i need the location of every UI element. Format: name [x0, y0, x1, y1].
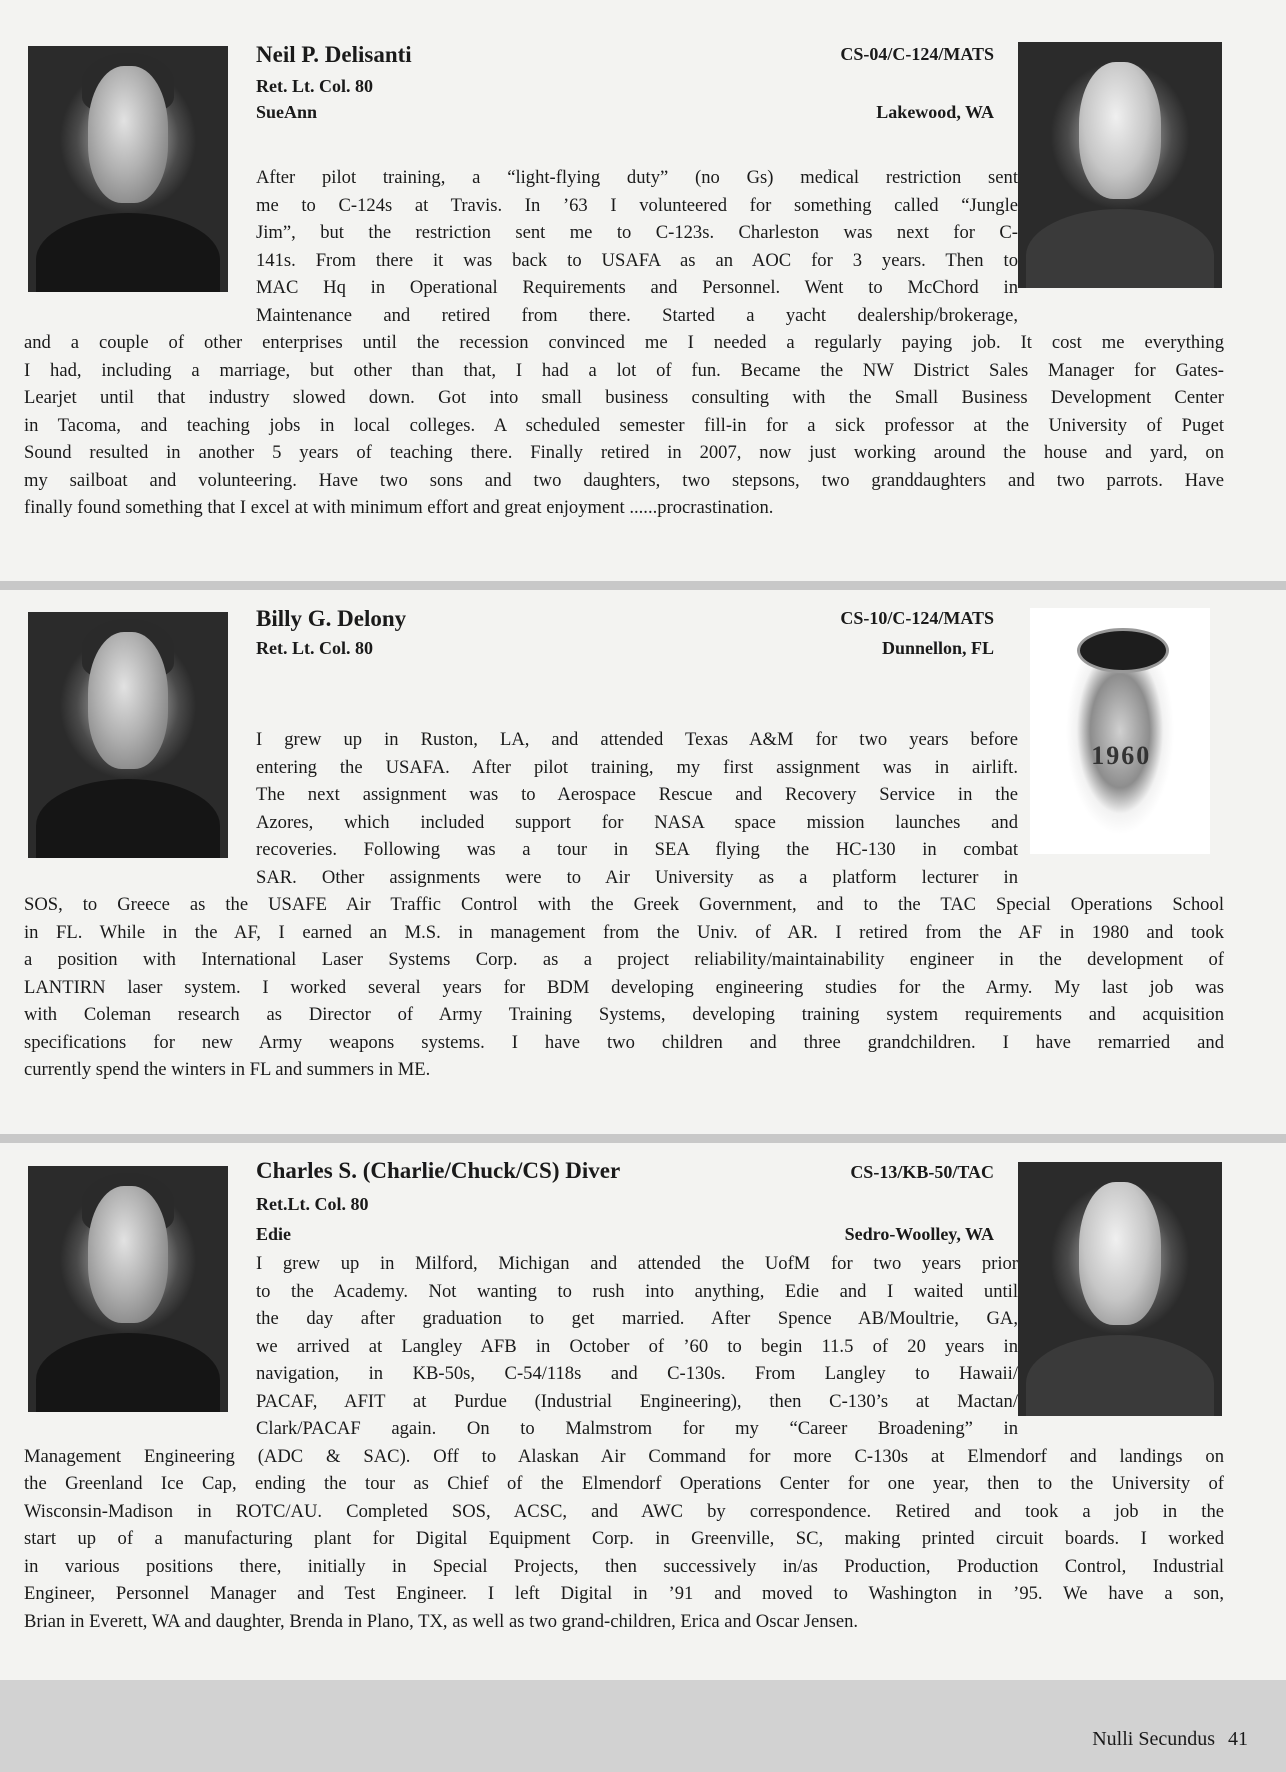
entry-delony: [0, 596, 1286, 1136]
entry-name: Neil P. Delisanti: [256, 42, 412, 67]
entry-squadron: CS-13/KB-50/TAC: [850, 1162, 994, 1182]
page-number: 41: [1228, 1728, 1248, 1750]
bio-text: After pilot training, a “light-flying duty” (no Gs) medical restriction sent me to C-124s at Travis. In ’63 I volunteered for something called “Jungle Jim”, but the restriction sent me to C-123s. Charleston was next for C- 141s. From there it was back to USAFA as an AOC for 3 years. Then to MAC Hq in Operational Requirements and Personnel. Went to McChord in Maintenance and retired from there. Started a yacht dealership/brokerage, and a couple of other enterprises until the recession convinced me I needed a regularly paying job. It cost me everything I had, including a marriage, but other than that, I had a lot of fun. Became the NW District Sales Manager for Gates- Learjet until that industry slowed down. Got into small business consulting with the Small Business Development Center in Tacoma, and teaching jobs in local colleges. A scheduled semester fill-in for a sick professor at the University of Puget Sound resulted in another 5 years of teaching there. Finally retired in 2007, now just working around the house and yard, on my sailboat and volunteering. Have two sons and two daughters, two stepsons, two granddaughters and two parrots. Have finally found something that I excel at with minimum effort and great enjoyment ......procrastination.: [24, 167, 1224, 518]
entry-spouse: SueAnn: [256, 102, 318, 122]
ring-year: 1960: [1091, 740, 1152, 770]
page-footer: [1092, 1728, 1248, 1751]
section-divider: [0, 1134, 1286, 1143]
entry-rank: Ret.Lt. Col. 80: [256, 1194, 369, 1214]
bio-text: I grew up in Milford, Michigan and attended the UofM for two years prior to the Academy. Not wanting to rush into anything, Edie and I waited until the day after graduation to get married. After Spence AB/Moultrie, GA, we arrived at Langley AFB in October of ’60 to begin 11.5 of 20 years in navigation, in KB-50s, C-54/118s and C-130s. From Langley to Hawaii/ PACAF, AFIT at Purdue (Industrial Engineering), then C-130’s at Mactan/ Clark/PACAF again. On to Malmstrom for my “Career Broadening” in Management Engineering (ADC & SAC). Off to Alaskan Air Command for more C-130s at Elmendorf and landings on the Greenland Ice Cap, ending the tour as Chief of the Elmendorf Operations Center for one year, then to the University of Wisconsin-Madison in ROTC/AU. Completed SOS, ACSC, and AWC by correspondence. Retired and took a job in the start up of a manufacturing plant for Digital Equipment Corp. in Greenville, SC, making printed circuit boards. I worked in various positions there, initially in Special Projects, then successively in/as Production, Production Control, Industrial Engineer, Personnel Manager and Test Engineer. I left Digital in ’91 and moved to Washington in ’95. We have a son, Brian in Everett, WA and daughter, Brenda in Plano, TX, as well as two grand-children, Erica and Oscar Jensen.: [24, 1253, 1224, 1632]
entry-name: Charles S. (Charlie/Chuck/CS) Diver: [256, 1158, 621, 1183]
entry-delisanti: [0, 30, 1286, 570]
entry-rank: Ret. Lt. Col. 80: [256, 76, 373, 96]
entry-location: Sedro-Woolley, WA: [844, 1224, 994, 1244]
footer-band: [0, 1680, 1286, 1772]
entry-location: Lakewood, WA: [876, 102, 994, 122]
entry-name: Billy G. Delony: [256, 606, 407, 631]
entry-diver: [0, 1150, 1286, 1650]
entry-rank: Ret. Lt. Col. 80: [256, 638, 373, 658]
entry-spouse: Edie: [256, 1224, 292, 1244]
entry-squadron: CS-10/C-124/MATS: [840, 608, 994, 628]
entry-squadron: CS-04/C-124/MATS: [840, 44, 994, 64]
entry-location: Dunnellon, FL: [881, 638, 994, 658]
publication-title: Nulli Secundus: [1092, 1728, 1215, 1750]
bio-text: I grew up in Ruston, LA, and attended Texas A&M for two years before entering the USAFA. After pilot training, my first assignment was in airlift. The next assignment was to Aerospace Rescue and Recovery Service in the Azores, which included support for NASA space mission launches and recoveries. Following was a tour in SEA flying the HC-130 in combat SAR. Other assignments were to Air University as a platform lecturer in SOS, to Greece as the USAFE Air Traffic Control with the Greek Government, and to the TAC Special Operations School in FL. While in the AF, I earned an M.S. in management from the Univ. of AR. I retired from the AF in 1980 and took a position with International Laser Systems Corp. as a project reliability/maintainability engineer in the development of LANTIRN laser system. I worked several years for BDM developing engineering studies for the Army. My last job was with Coleman research as Director of Army Training Systems, developing training system requirements and acquisition specifications for new Army weapons systems. I have two children and three grandchildren. I have remarried and currently spend the winters in FL and summers in ME.: [24, 729, 1224, 1080]
section-divider: [0, 581, 1286, 590]
